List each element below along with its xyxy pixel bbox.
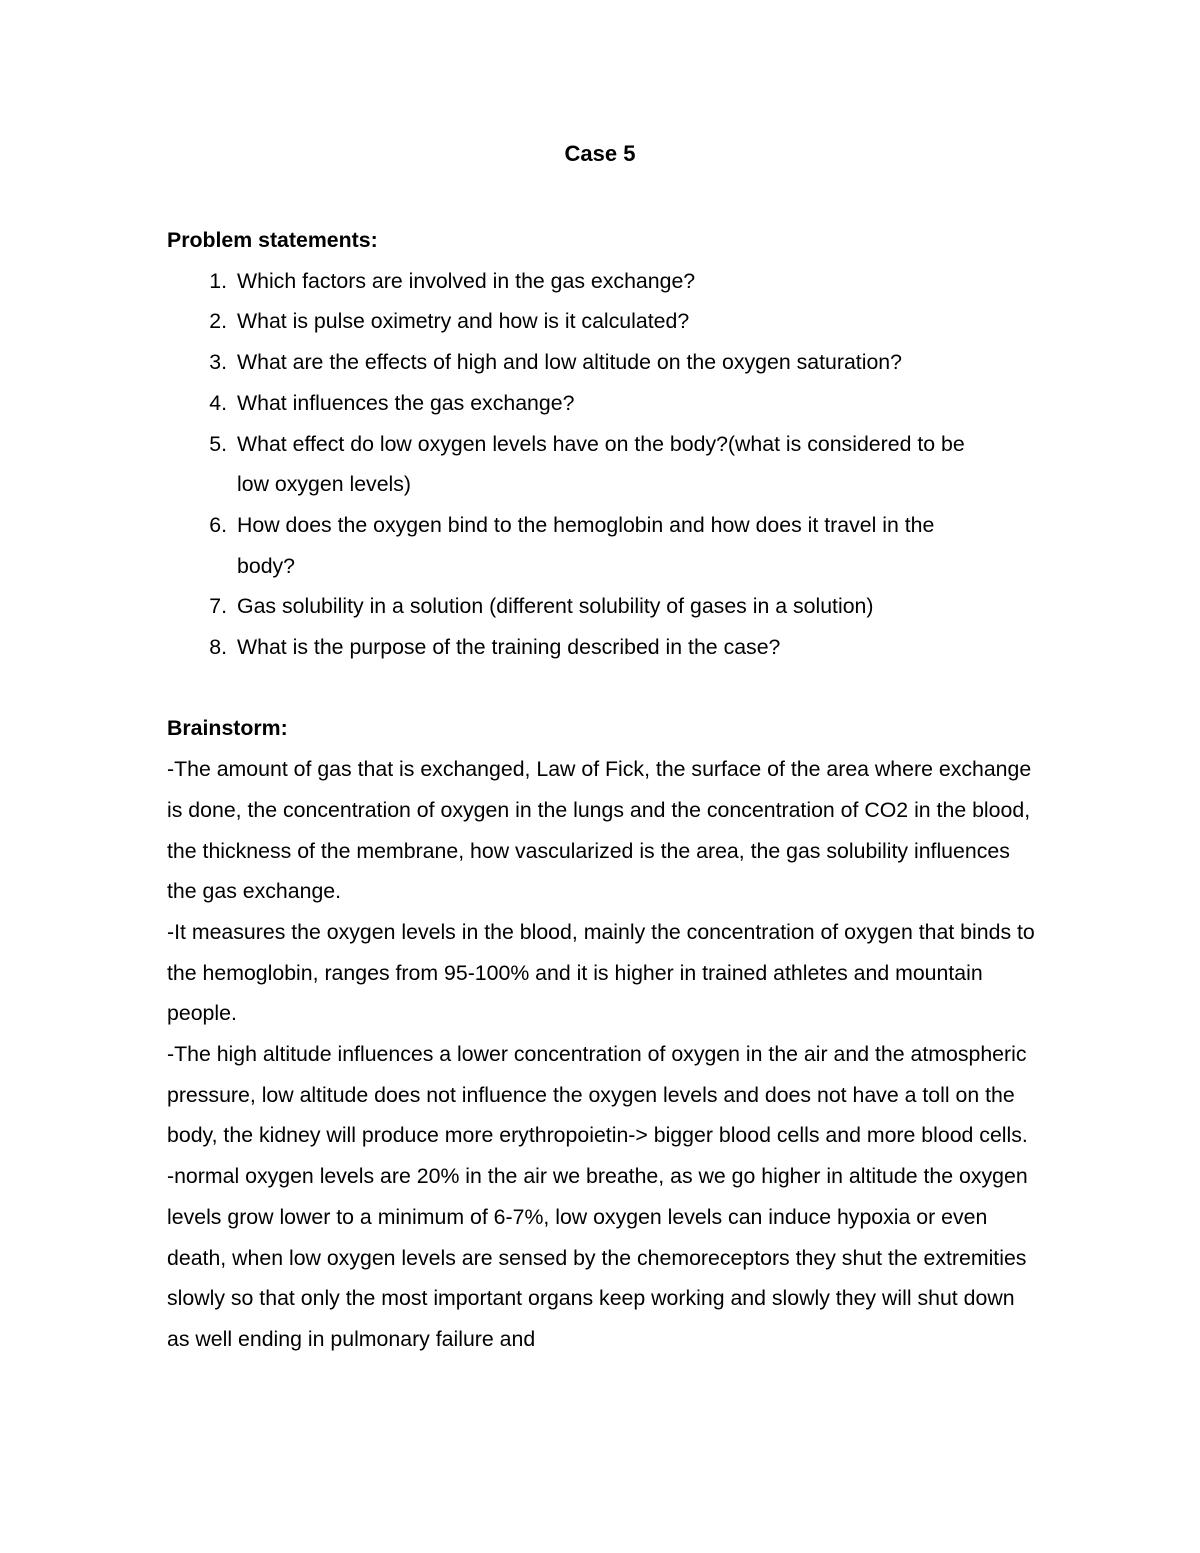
- section-spacer: [167, 668, 1037, 709]
- problem-statements-list: [167, 261, 1037, 668]
- list-item-text: What is pulse oximetry and how is it calculated?: [237, 309, 690, 334]
- problem-statements-heading: Problem statements:: [167, 228, 378, 252]
- list-item-text: What are the effects of high and low altitude on the oxygen saturation?: [237, 350, 902, 375]
- brainstorm-paragraph: -It measures the oxygen levels in the blood, mainly the concentration of oxygen that binds to the hemoglobin, ranges from 95-100% and it is higher in trained athletes and mountain people.: [167, 919, 1035, 1026]
- list-item: [167, 627, 1037, 668]
- brainstorm-paragraph: -normal oxygen levels are 20% in the air we breathe, as we go higher in altitude the oxygen levels grow lower to a minimum of 6-7%, low oxygen levels can induce hypoxia or even death, when low oxygen levels are sensed by the chemoreceptors they shut the extremities slowly so that only the most important organs keep working and slowly they will shut down as well ending in pulmonary failure and: [167, 1164, 1028, 1351]
- list-item-number: 3.: [209, 350, 227, 375]
- list-item: [167, 261, 1037, 302]
- list-item-text: Gas solubility in a solution (different solubility of gases in a solution): [237, 594, 874, 619]
- document-body: [167, 220, 1037, 1360]
- list-item-text: How does the oxygen bind to the hemoglobin and how does it travel in the body?: [237, 512, 935, 578]
- brainstorm-heading: Brainstorm:: [167, 716, 288, 741]
- list-item-number: 4.: [209, 390, 227, 415]
- list-item: [167, 505, 1037, 586]
- list-item-text: What effect do low oxygen levels have on the body?(what is considered to be low oxygen levels): [237, 431, 965, 497]
- list-item: [167, 424, 1037, 505]
- list-item-number: 6.: [209, 512, 227, 537]
- list-item-text: Which factors are involved in the gas exchange?: [237, 268, 696, 293]
- brainstorm-paragraph: -The amount of gas that is exchanged, Law of Fick, the surface of the area where exchange is done, the concentration of oxygen in the lungs and the concentration of CO2 in the blood, the thickness of the membrane, how vascularized is the area, the gas solubility influences the gas exchange.: [167, 757, 1032, 904]
- list-item: [167, 586, 1037, 627]
- brainstorm-paragraph: -The high altitude influences a lower concentration of oxygen in the air and the atmospheric pressure, low altitude does not influence the oxygen levels and does not have a toll on the body, the kidney will produce more erythropoietin-> bigger blood cells and more blood cells.: [167, 1042, 1028, 1148]
- list-item-number: 8.: [209, 635, 227, 660]
- brainstorm-section: [167, 749, 1037, 1360]
- list-item-text: What is the purpose of the training described in the case?: [237, 635, 781, 660]
- list-item: [167, 301, 1037, 342]
- page-title: Case 5: [564, 141, 636, 166]
- list-item-number: 1.: [209, 268, 227, 293]
- list-item: [167, 383, 1037, 424]
- list-item-text: What influences the gas exchange?: [237, 390, 575, 415]
- list-item-number: 5.: [209, 431, 227, 456]
- list-item: [167, 342, 1037, 383]
- list-item-number: 2.: [209, 309, 227, 334]
- list-item-number: 7.: [209, 594, 227, 619]
